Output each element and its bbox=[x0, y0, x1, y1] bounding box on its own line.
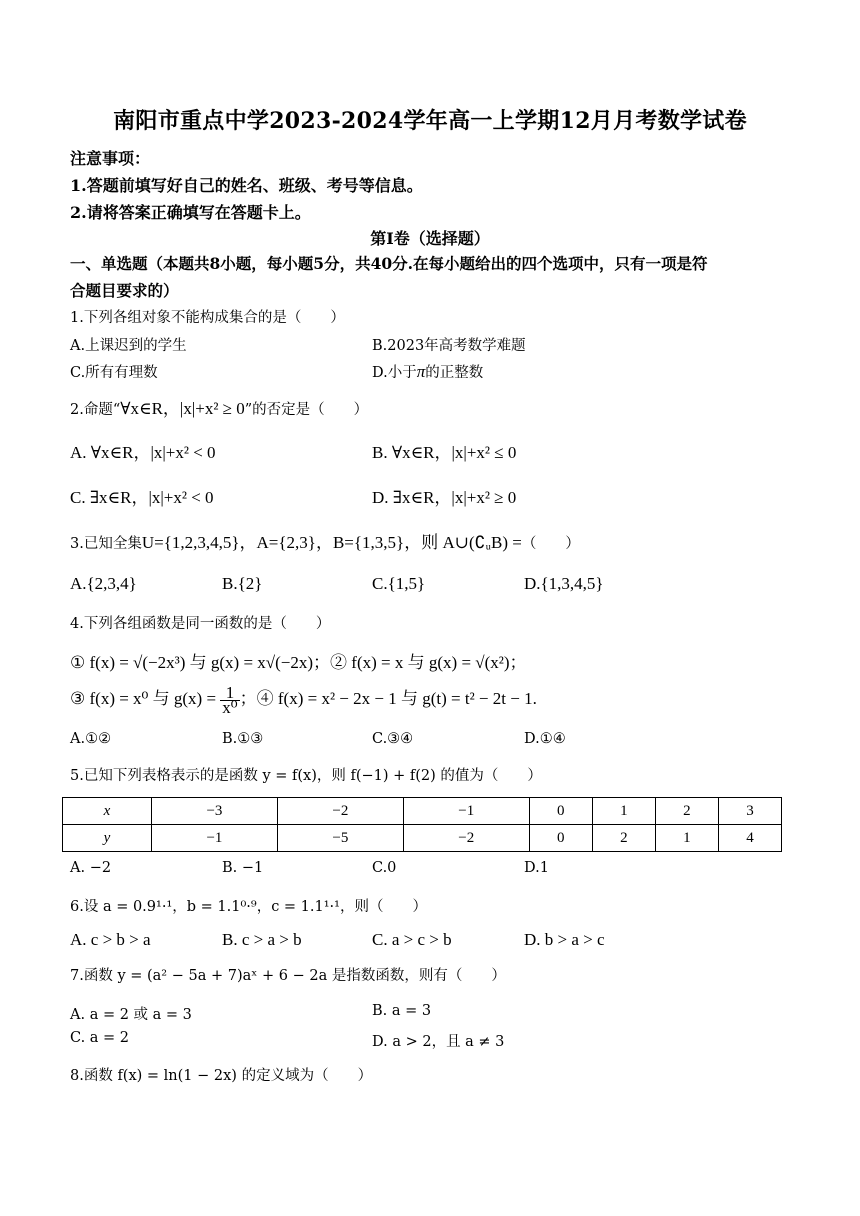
table-cell: 2 bbox=[655, 798, 718, 825]
q4-option-d: D.①④ bbox=[524, 731, 566, 747]
notice-item-1: 1.答题前填写好自己的姓名、班级、考号等信息。 bbox=[70, 176, 423, 195]
q4-line2-a: ③ f(x) = x⁰ 与 g(x) = bbox=[70, 689, 217, 708]
q2-option-c: C. ∃x∈R，|x|+x² < 0 bbox=[70, 488, 214, 507]
table-row-x bbox=[63, 798, 782, 825]
q5-option-b: B. −1 bbox=[222, 860, 264, 876]
q2-stem-math: ∀x∈R，|x|+x² ≥ 0 bbox=[120, 399, 245, 418]
q6-stem: 6.设 a = 0.9¹·¹，b = 1.1⁰·⁹，c = 1.1¹·¹，则（ ） bbox=[70, 899, 427, 915]
section-title: 第Ⅰ卷（选择题） bbox=[370, 229, 490, 248]
table-cell: −3 bbox=[152, 798, 278, 825]
table-cell: 0 bbox=[529, 825, 592, 852]
q6-option-b: B. c > a > b bbox=[222, 930, 302, 949]
q1-option-c: C.所有有理数 bbox=[70, 365, 158, 381]
table-cell: 2 bbox=[592, 825, 655, 852]
q1-option-d-prefix: D.小于 bbox=[372, 365, 417, 381]
q6-option-c: C. a > c > b bbox=[372, 930, 452, 949]
notice-item-2: 2.请将答案正确填写在答题卡上。 bbox=[70, 203, 311, 222]
q5-option-d: D.1 bbox=[524, 860, 549, 876]
q2-option-d: D. ∃x∈R，|x|+x² ≥ 0 bbox=[372, 488, 517, 507]
part1-heading-line1: 一、单选题（本题共8小题，每小题5分，共40分.在每小题给出的四个选项中，只有一项是符 bbox=[70, 254, 708, 273]
q1-option-a: A.上课迟到的学生 bbox=[70, 338, 187, 354]
fraction bbox=[220, 682, 239, 717]
q3-option-c: C.{1,5} bbox=[372, 574, 426, 593]
q4-option-a: A.①② bbox=[70, 731, 112, 747]
table-header-y: y bbox=[63, 825, 152, 852]
q7-option-d: D. a > 2，且 a ≠ 3 bbox=[372, 1034, 505, 1050]
q4-line2 bbox=[70, 684, 537, 715]
q4-stem: 4.下列各组函数是同一函数的是（ ） bbox=[70, 616, 331, 632]
q3-stem-prefix: 3.已知全集 bbox=[70, 536, 142, 552]
q7-option-b: B. a = 3 bbox=[372, 1003, 432, 1019]
fraction-denominator: x⁰ bbox=[222, 697, 238, 717]
q3-option-d: D.{1,3,4,5} bbox=[524, 574, 604, 593]
table-cell: −2 bbox=[277, 798, 403, 825]
q5-option-c: C.0 bbox=[372, 860, 397, 876]
q2-stem bbox=[70, 394, 368, 419]
q8-stem: 8.函数 f(x) = ln(1 − 2x) 的定义域为（ ） bbox=[70, 1068, 373, 1084]
q3-option-b: B.{2} bbox=[222, 574, 263, 593]
table-cell: 0 bbox=[529, 798, 592, 825]
q3-option-a: A.{2,3,4} bbox=[70, 574, 137, 593]
notice-heading: 注意事项： bbox=[70, 149, 151, 168]
q4-line2-b: ；④ f(x) = x² − 2x − 1 与 g(t) = t² − 2t − 1. bbox=[239, 689, 537, 708]
q1-option-d-suffix: 的正整数 bbox=[425, 365, 484, 381]
q1-stem: 1.下列各组对象不能构成集合的是（ ） bbox=[70, 310, 345, 326]
q3-stem-math: U={1,2,3,4,5}，A={2,3}，B={1,3,5}，则 A∪(∁ᵤB) = bbox=[141, 533, 522, 552]
fraction-numerator: 1 bbox=[220, 686, 239, 701]
exam-title: 南阳市重点中学2023-2024学年高一上学期12月月考数学试卷 bbox=[113, 108, 747, 134]
q7-option-a: A. a = 2 或 a = 3 bbox=[70, 1007, 192, 1023]
table-header-x: x bbox=[63, 798, 152, 825]
table-cell: −1 bbox=[152, 825, 278, 852]
table-cell: −1 bbox=[403, 798, 529, 825]
q5-option-a: A. −2 bbox=[70, 860, 112, 876]
q3-stem bbox=[70, 528, 580, 553]
table-cell: 1 bbox=[655, 825, 718, 852]
table-cell: 4 bbox=[718, 825, 781, 852]
q6-option-a: A. c > b > a bbox=[70, 930, 151, 949]
q1-option-d bbox=[372, 361, 483, 382]
q3-stem-suffix: （ ） bbox=[521, 536, 580, 552]
table-cell: −5 bbox=[277, 825, 403, 852]
q2-option-b: B. ∀x∈R，|x|+x² ≤ 0 bbox=[372, 443, 517, 462]
table-cell: 3 bbox=[718, 798, 781, 825]
q2-stem-prefix: 2.命题“ bbox=[70, 402, 121, 418]
q1-option-b: B.2023年高考数学难题 bbox=[372, 338, 526, 354]
q5-stem: 5.已知下列表格表示的是函数 y = f(x)，则 f(−1) + f(2) 的值为（ ） bbox=[70, 768, 542, 784]
q6-option-d: D. b > a > c bbox=[524, 930, 605, 949]
table-cell: −2 bbox=[403, 825, 529, 852]
pi-symbol: π bbox=[416, 362, 426, 381]
part1-heading-line2: 合题目要求的） bbox=[70, 281, 179, 300]
function-value-table bbox=[62, 797, 782, 852]
q7-option-c: C. a = 2 bbox=[70, 1030, 130, 1046]
table-cell: 1 bbox=[592, 798, 655, 825]
q2-option-a: A. ∀x∈R，|x|+x² < 0 bbox=[70, 443, 216, 462]
q4-option-b: B.①③ bbox=[222, 731, 264, 747]
q7-stem: 7.函数 y = (a² − 5a + 7)aˣ + 6 − 2a 是指数函数，则有（ ） bbox=[70, 968, 506, 984]
q2-stem-suffix: ”的否定是（ ） bbox=[244, 402, 369, 418]
q4-option-c: C.③④ bbox=[372, 731, 414, 747]
table-row-y bbox=[63, 825, 782, 852]
q4-line1: ① f(x) = √(−2x³) 与 g(x) = x√(−2x)；② f(x) = x 与 g(x) = √(x²)； bbox=[70, 653, 527, 672]
